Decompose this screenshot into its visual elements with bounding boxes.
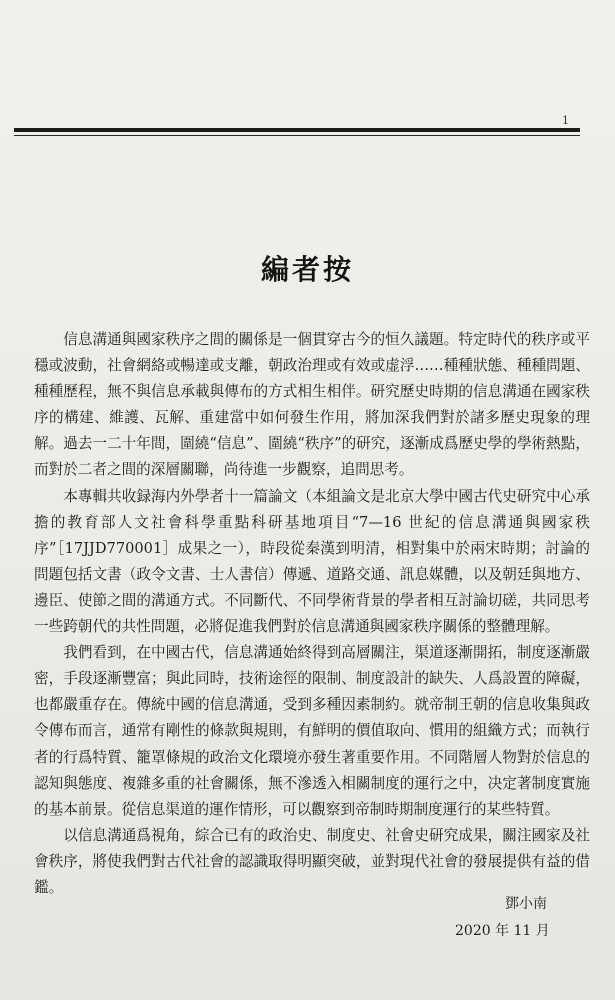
signature-author: 鄧小南: [505, 896, 547, 912]
header-rule-thick: [14, 128, 580, 132]
signature-date: 2020 年 11 月: [455, 923, 550, 939]
page-number: 1: [562, 114, 569, 127]
paragraph-2: 本專輯共收録海内外學者十一篇論文（本組論文是北京大學中國古代史研究中心承擔的教育部人文社會科學重點科研基地項目“7—16 世紀的信息溝通與國家秩序”［17JJD770001］成果之一），時段從秦漢到明清，相對集中於兩宋時期；討論的問題包括文書（政令文書、士人書信）傳遞、道路交通、訊息媒體，以及朝廷與地方、邊臣、使節之間的溝通方式。不同斷代、不同學術背景的學者相互討論切磋，共同思考一些跨朝代的共性問題，必將促進我們對於信息溝通與國家秩序關係的整體理解。: [34, 487, 590, 636]
paragraph-4: 以信息溝通爲視角，綜合已有的政治史、制度史、社會史研究成果，關注國家及社會秩序，將使我們對古代社會的認識取得明顯突破，並對現代社會的發展提供有益的借鑑。: [34, 826, 590, 896]
page-title: 編者按: [260, 253, 354, 286]
paragraph-3: 我們看到，在中國古代，信息溝通始終得到高層關注，渠道逐漸開拓，制度逐漸嚴密，手段逐漸豐富；與此同時，技術途徑的限制、制度設計的缺失、人爲設置的障礙，也都嚴重存在。傳統中國的信息溝通，受到多種因素制約。就帝制王朝的信息收集與政令傳布而言，通常有剛性的條款與規則，有鮮明的價值取向、慣用的組織方式；而執行者的行爲特質、籠罩條規的政治文化環境亦發生著重要作用。不同階層人物對於信息的認知與態度、複雜多重的社會關係，無不滲透入相關制度的運行之中，决定著制度實施的基本前景。從信息渠道的運作情形，可以觀察到帝制時期制度運行的某些特質。: [34, 644, 590, 818]
header-rule-thin: [14, 135, 580, 136]
paragraph-1: 信息溝通與國家秩序之間的關係是一個貫穿古今的恒久議題。特定時代的秩序或平穩或波動，社會網絡或暢達或支離，朝政治理或有效或虚浮……種種狀態、種種問題、種種歷程，無不與信息承載與傳布的方式相生相伴。研究歷史時期的信息溝通在國家秩序的構建、維護、瓦解、重建當中如何發生作用，將加深我們對於諸多歷史現象的理解。過去一二十年間，圍繞“信息”、圍繞“秩序”的研究，逐漸成爲歷史學的學術熱點，而對於二者之間的深層關聯，尚待進一步觀察，追問思考。: [34, 331, 590, 479]
body-text: [34, 327, 590, 901]
